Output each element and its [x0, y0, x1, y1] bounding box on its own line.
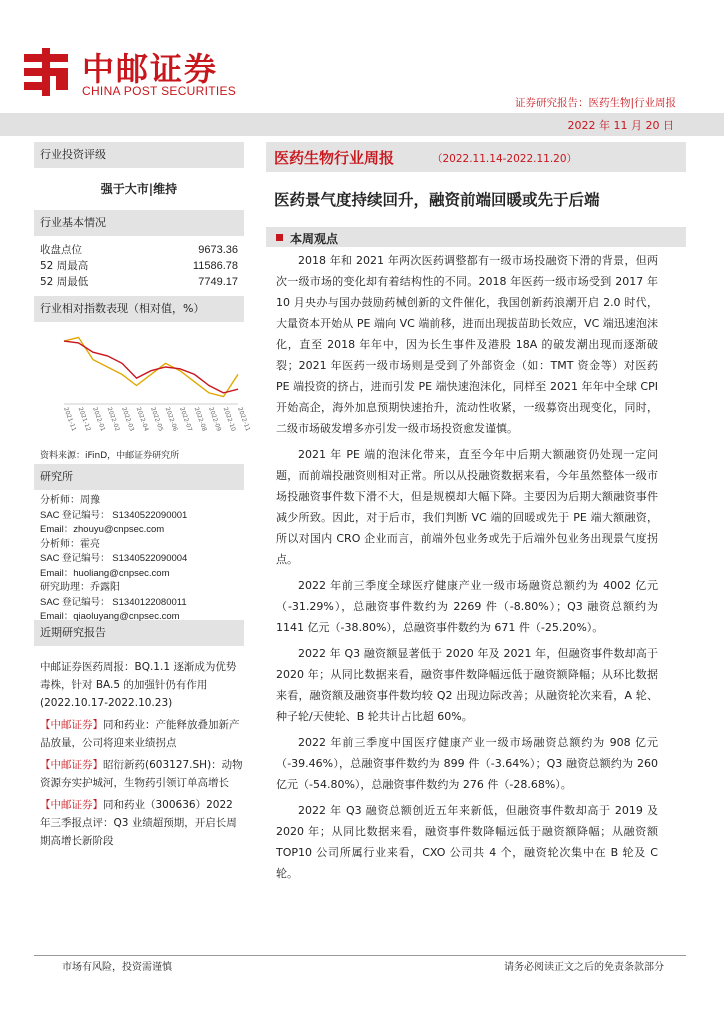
- body-paragraph: 2022 年前三季度中国医疗健康产业一级市场融资总额约为 908 亿元（-39.46%），总融资事件数约为 899 件（-3.64%）；Q3 融资总额约为 260 亿元（-54.80%），总融资事件数约为 276 件（-28.68%）。: [276, 736, 658, 791]
- body-paragraph: 2018 年和 2021 年两次医药调整都有一级市场投融资下滑的背景，但两次一级市场的变化却有着结构性的不同。2018 年医药一级市场受到 2017 年 10 月央办与国办鼓励药械创新的文件催化，我国创新药浪潮开启 2.0 时代，大量资本开始从 PE 端向 VC 端前移，进而出现拔苗助长效应，VC 端迅速泡沫化，直至 2018 年年中，因为长生事件及港股 18A 的破发潮出现而逐渐破裂；2021 年医药一级市场则是受到了外部资金（如：TMT 资金等）对医药 PE 端投资的挤占，进而引发 PE 端快速泡沫化，同样至 2021 年年中全球 CPI 开始高企，海外加息预期快速抬升，流动性收紧，一级募资出现变化，同时，二级市场破发增多亦引发一级市场投资愈发谨慎。: [276, 254, 658, 435]
- analyst-line: 分析师：霍亮: [40, 538, 100, 550]
- report-subtitle: 医药景气度持续回升，融资前端回暖或先于后端: [274, 191, 600, 209]
- x-tick-label: 2022-09: [207, 406, 223, 433]
- footer-risk-note: 市场有风险，投资需谨慎: [62, 962, 172, 973]
- report-title-bar: [266, 142, 686, 172]
- analyst-line: 研究助理：乔露阳: [40, 582, 120, 593]
- body-paragraph: 2022 年 Q3 融资额显著低于 2020 年及 2021 年，但融资事件数却高于 2020 年；从同比数据来看，融资事件数降幅远低于融资额降幅；从环比数据来看，融资额及融资事件数均较 Q2 出现边际改善；从融资轮次来看，A 轮、种子轮/天使轮、B 轮共计占比超 60%。: [276, 647, 658, 723]
- analyst-email[interactable]: Email：huoliang@cnpsec.com: [40, 567, 170, 579]
- x-tick-label: 2022-08: [192, 406, 208, 433]
- x-tick-label: 2022-04: [134, 406, 150, 433]
- recent-reports-list: [34, 646, 244, 850]
- x-tick-label: 2022-11: [236, 406, 252, 433]
- bullet-icon: [276, 234, 283, 241]
- rating-value: 强于大市|维持: [100, 182, 178, 196]
- report-title: 医药生物行业周报: [274, 149, 395, 167]
- x-tick-label: 2021-12: [76, 406, 92, 433]
- recent-report-item[interactable]: 中邮证券医药周报：BQ.1.1 逐渐成为优势毒株，针对 BA.5 的加强针仍有作用(2022.10.17-2022.10.23): [40, 661, 237, 709]
- recent-report-item[interactable]: 【中邮证券】同和药业（300636）2022 年三季报点评：Q3 业绩超预期，开启长周期高增长新阶段: [40, 799, 237, 847]
- basics-row: 52 周最高 11586.78: [40, 260, 238, 272]
- body-paragraph: 2022 年 Q3 融资总额创近五年来新低，但融资事件数却高于 2019 及 2020 年；从同比数据来看，融资事件数降幅远低于融资额降幅；从融资额 TOP10 公司所属行业来看，CXO 公司共 4 个，融资轮次集中在 B 轮及 C 轮。: [276, 804, 658, 880]
- basics-heading: 行业基本情况: [34, 210, 244, 236]
- x-tick-label: 2022-01: [91, 406, 107, 433]
- recent-reports-heading: 近期研究报告: [34, 620, 244, 646]
- basics-row: 收盘点位 9673.36: [40, 244, 238, 256]
- basics-row: 52 周最低 7749.17: [40, 276, 238, 288]
- chart-source: 资料来源：iFinD，中邮证券研究所: [40, 451, 180, 461]
- section-heading: 本周观点: [266, 227, 686, 247]
- analyst-email[interactable]: Email：zhouyu@cnpsec.com: [40, 524, 165, 535]
- research-heading: 研究所: [34, 464, 244, 490]
- report-date-range: （2022.11.14-2022.11.20）: [432, 153, 578, 165]
- recent-report-item[interactable]: 【中邮证券】昭衍新药(603127.SH)：动物资源夯实护城河，生物药引领订单高增长: [40, 759, 243, 789]
- x-tick-label: 2022-06: [163, 406, 179, 433]
- footer-divider: [34, 955, 686, 956]
- body-paragraph: 2022 年前三季度全球医疗健康产业一级市场融资总额约为 4002 亿元（-31.29%），总融资事件数约为 2269 件（-8.80%）；Q3 融资总额约为 1141 亿元（-38.80%），总融资事件数约为 671 件（-25.20%）。: [276, 579, 658, 634]
- brand-name-en: CHINA POST SECURITIES: [82, 84, 237, 98]
- report-body: [276, 250, 658, 889]
- x-tick-label: 2022-03: [120, 406, 136, 433]
- sidebar: [34, 142, 252, 854]
- analyst-email[interactable]: Email：qiaoluyang@cnpsec.com: [40, 611, 180, 622]
- recent-report-item[interactable]: 【中邮证券】同和药业：产能释放叠加新产品放量，公司将迎来业绩拐点: [40, 719, 240, 749]
- report-date: 2022 年 11 月 20 日: [567, 119, 674, 132]
- performance-heading: 行业相对指数表现（相对值，%）: [34, 296, 244, 322]
- footer-disclaimer: 请务必阅读正文之后的免责条款部分: [504, 962, 664, 973]
- analyst-line: 分析师：周豫: [40, 495, 100, 506]
- analyst-line: SAC 登记编号： S1340522090001: [40, 509, 188, 521]
- x-tick-label: 2022-10: [221, 406, 237, 433]
- x-tick-label: 2022-05: [149, 406, 165, 433]
- body-paragraph: 2021 年 PE 端的泡沫化带来，直至今年中后期大额融资仍处现一定问题，而前端投融资则相对正常。所以从投融资数据来看，今年虽然整体一级市场投融资事件数下滑不大，但是规模却大幅下降。主要因为后期大额融资事件减少所致。因此，对于后市，我们判断 VC 端的回暖或先于 PE 端大额融资，所以对国内 CRO 企业而言，前端外包业务或先于后端外包业务出现景气度拐点。: [276, 448, 658, 566]
- series-line-1: [64, 341, 238, 393]
- analyst-list: [34, 490, 244, 622]
- rating-heading: 行业投资评级: [34, 142, 244, 168]
- x-tick-label: 2021-11: [62, 406, 78, 433]
- date-bar: [0, 113, 724, 136]
- relative-index-chart: [34, 322, 252, 442]
- relative-index-chart-svg: [34, 322, 252, 442]
- x-tick-label: 2022-02: [105, 406, 121, 433]
- china-post-logo-icon: [20, 46, 72, 98]
- x-tick-label: 2022-07: [178, 406, 194, 433]
- breadcrumb: 证券研究报告：医药生物|行业周报: [514, 97, 676, 109]
- analyst-line: SAC 登记编号： S1340522090004: [40, 553, 188, 564]
- analyst-line: SAC 登记编号： S1340122080011: [40, 596, 187, 608]
- brand-name-cn: 中邮证券: [82, 50, 219, 88]
